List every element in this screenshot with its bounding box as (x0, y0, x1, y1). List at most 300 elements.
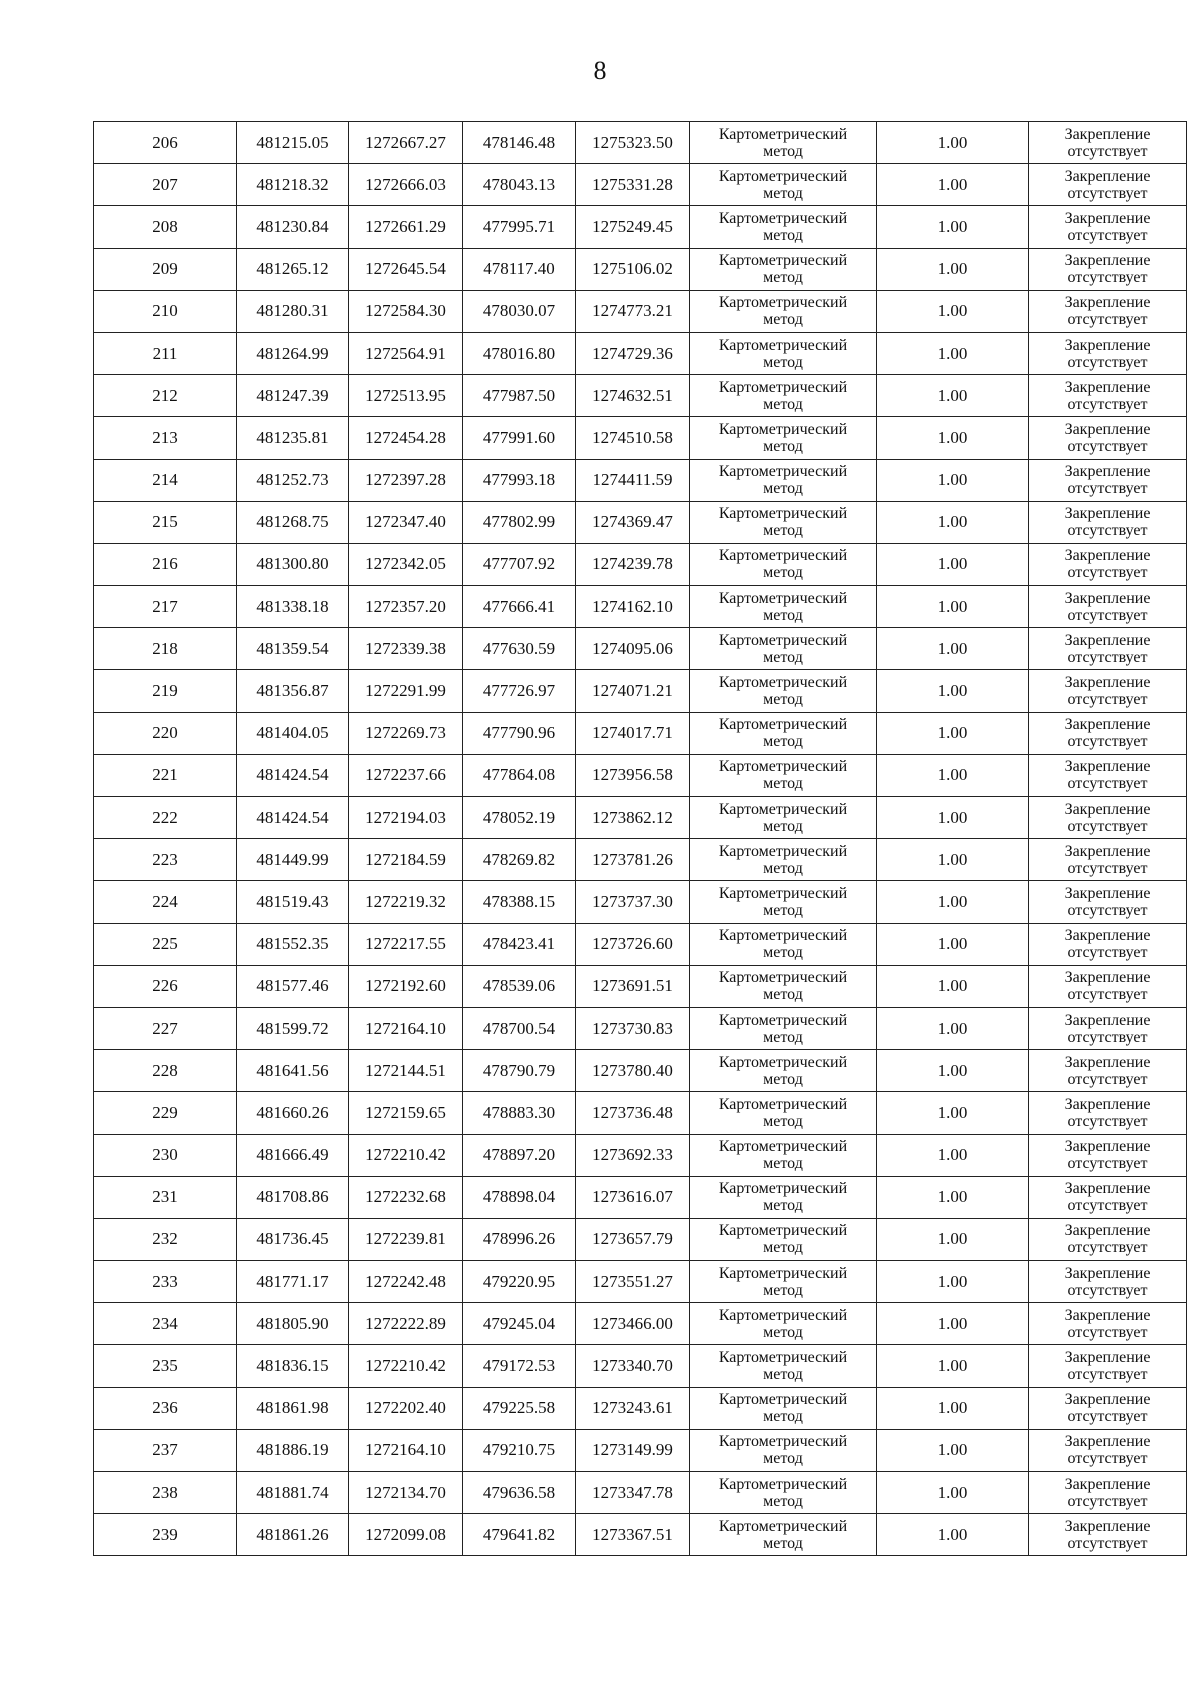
method-line1: Картометрический (718, 336, 848, 354)
fixing-line2: отсутствует (1067, 775, 1148, 793)
fixing-line2: отсутствует (1067, 564, 1148, 582)
x-old-cell: 481359.54 (237, 628, 349, 670)
table-row (94, 206, 1187, 248)
point-number-cell: 235 (94, 1345, 237, 1387)
x-new-cell: 478043.13 (463, 164, 576, 206)
method-line2: метод (763, 1450, 803, 1468)
fixing-cell (1029, 1007, 1187, 1049)
fixing-line2: отсутствует (1067, 142, 1148, 160)
x-old-cell: 481552.35 (237, 923, 349, 965)
fixing-cell (1029, 1303, 1187, 1345)
method-cell (690, 965, 877, 1007)
point-number-cell: 219 (94, 670, 237, 712)
table-row (94, 1345, 1187, 1387)
point-number-cell: 214 (94, 459, 237, 501)
table-row (94, 543, 1187, 585)
method-line2: метод (763, 1155, 803, 1173)
table-row (94, 881, 1187, 923)
y-old-cell: 1272454.28 (349, 417, 463, 459)
method-line1: Картометрический (718, 589, 848, 607)
accuracy-cell: 1.00 (877, 164, 1029, 206)
x-new-cell: 477864.08 (463, 754, 576, 796)
fixing-cell (1029, 417, 1187, 459)
accuracy-cell: 1.00 (877, 839, 1029, 881)
method-line2: метод (763, 817, 803, 835)
method-cell (690, 1134, 877, 1176)
accuracy-cell: 1.00 (877, 1429, 1029, 1471)
fixing-cell (1029, 1218, 1187, 1260)
y-old-cell: 1272397.28 (349, 459, 463, 501)
fixing-line1: Закрепление (1064, 884, 1151, 902)
fixing-line2: отсутствует (1067, 1070, 1148, 1088)
fixing-cell (1029, 164, 1187, 206)
accuracy-cell: 1.00 (877, 375, 1029, 417)
y-new-cell: 1273367.51 (576, 1514, 690, 1556)
method-cell (690, 881, 877, 923)
fixing-line1: Закрепление (1064, 1433, 1151, 1451)
table-row (94, 122, 1187, 164)
x-old-cell: 481519.43 (237, 881, 349, 923)
method-line2: метод (763, 522, 803, 540)
accuracy-cell: 1.00 (877, 1261, 1029, 1303)
y-old-cell: 1272222.89 (349, 1303, 463, 1345)
method-line2: метод (763, 1534, 803, 1552)
coordinates-table (93, 121, 1187, 1556)
fixing-line1: Закрепление (1064, 927, 1151, 945)
x-old-cell: 481218.32 (237, 164, 349, 206)
y-new-cell: 1274773.21 (576, 290, 690, 332)
y-new-cell: 1273730.83 (576, 1007, 690, 1049)
accuracy-cell: 1.00 (877, 1303, 1029, 1345)
table-row (94, 1387, 1187, 1429)
table-row (94, 1176, 1187, 1218)
method-cell (690, 248, 877, 290)
fixing-line1: Закрепление (1064, 1053, 1151, 1071)
method-line2: метод (763, 226, 803, 244)
x-old-cell: 481641.56 (237, 1050, 349, 1092)
y-old-cell: 1272645.54 (349, 248, 463, 290)
accuracy-cell: 1.00 (877, 332, 1029, 374)
method-cell (690, 1261, 877, 1303)
table-row (94, 965, 1187, 1007)
y-new-cell: 1273862.12 (576, 797, 690, 839)
method-cell (690, 1429, 877, 1471)
fixing-cell (1029, 543, 1187, 585)
table-row (94, 332, 1187, 374)
method-line2: метод (763, 311, 803, 329)
x-new-cell: 478996.26 (463, 1218, 576, 1260)
fixing-line1: Закрепление (1064, 294, 1151, 312)
fixing-line1: Закрепление (1064, 378, 1151, 396)
x-old-cell: 481577.46 (237, 965, 349, 1007)
method-line2: метод (763, 691, 803, 709)
fixing-line2: отсутствует (1067, 1197, 1148, 1215)
table-row (94, 839, 1187, 881)
method-cell (690, 923, 877, 965)
y-old-cell: 1272242.48 (349, 1261, 463, 1303)
x-new-cell: 478388.15 (463, 881, 576, 923)
fixing-cell (1029, 290, 1187, 332)
x-new-cell: 477666.41 (463, 586, 576, 628)
x-old-cell: 481247.39 (237, 375, 349, 417)
fixing-line2: отсутствует (1067, 986, 1148, 1004)
method-line2: метод (763, 1197, 803, 1215)
fixing-line2: отсутствует (1067, 691, 1148, 709)
accuracy-cell: 1.00 (877, 1387, 1029, 1429)
y-old-cell: 1272347.40 (349, 501, 463, 543)
x-old-cell: 481424.54 (237, 797, 349, 839)
x-new-cell: 478016.80 (463, 332, 576, 374)
table-row (94, 1261, 1187, 1303)
table-row (94, 1218, 1187, 1260)
accuracy-cell: 1.00 (877, 797, 1029, 839)
method-cell (690, 501, 877, 543)
point-number-cell: 221 (94, 754, 237, 796)
point-number-cell: 218 (94, 628, 237, 670)
accuracy-cell: 1.00 (877, 712, 1029, 754)
point-number-cell: 237 (94, 1429, 237, 1471)
fixing-line2: отсутствует (1067, 353, 1148, 371)
x-old-cell: 481404.05 (237, 712, 349, 754)
x-old-cell: 481660.26 (237, 1092, 349, 1134)
table-row (94, 375, 1187, 417)
fixing-line2: отсутствует (1067, 1323, 1148, 1341)
method-line2: метод (763, 564, 803, 582)
x-new-cell: 479220.95 (463, 1261, 576, 1303)
table-row (94, 797, 1187, 839)
y-new-cell: 1273616.07 (576, 1176, 690, 1218)
fixing-cell (1029, 881, 1187, 923)
x-new-cell: 478117.40 (463, 248, 576, 290)
fixing-cell (1029, 1050, 1187, 1092)
fixing-line2: отсутствует (1067, 733, 1148, 751)
fixing-line1: Закрепление (1064, 547, 1151, 565)
x-old-cell: 481886.19 (237, 1429, 349, 1471)
x-old-cell: 481235.81 (237, 417, 349, 459)
point-number-cell: 227 (94, 1007, 237, 1049)
y-old-cell: 1272134.70 (349, 1472, 463, 1514)
point-number-cell: 231 (94, 1176, 237, 1218)
point-number-cell: 238 (94, 1472, 237, 1514)
fixing-cell (1029, 206, 1187, 248)
method-line1: Картометрический (718, 1095, 848, 1113)
x-new-cell: 478269.82 (463, 839, 576, 881)
y-new-cell: 1273347.78 (576, 1472, 690, 1514)
method-line1: Картометрический (718, 209, 848, 227)
x-new-cell: 477802.99 (463, 501, 576, 543)
fixing-line2: отсутствует (1067, 1112, 1148, 1130)
method-line1: Картометрический (718, 1349, 848, 1367)
fixing-cell (1029, 375, 1187, 417)
table-row (94, 1303, 1187, 1345)
fixing-cell (1029, 1345, 1187, 1387)
y-new-cell: 1274162.10 (576, 586, 690, 628)
method-line1: Картометрический (718, 125, 848, 143)
method-line2: метод (763, 1323, 803, 1341)
method-line1: Картометрический (718, 252, 848, 270)
method-cell (690, 1050, 877, 1092)
accuracy-cell: 1.00 (877, 248, 1029, 290)
method-cell (690, 1472, 877, 1514)
accuracy-cell: 1.00 (877, 1176, 1029, 1218)
x-old-cell: 481881.74 (237, 1472, 349, 1514)
y-old-cell: 1272513.95 (349, 375, 463, 417)
fixing-line1: Закрепление (1064, 209, 1151, 227)
y-old-cell: 1272159.65 (349, 1092, 463, 1134)
method-line1: Картометрический (718, 1475, 848, 1493)
fixing-cell (1029, 797, 1187, 839)
y-new-cell: 1273726.60 (576, 923, 690, 965)
x-new-cell: 477995.71 (463, 206, 576, 248)
table-row (94, 1050, 1187, 1092)
y-new-cell: 1273340.70 (576, 1345, 690, 1387)
fixing-line1: Закрепление (1064, 1011, 1151, 1029)
fixing-cell (1029, 839, 1187, 881)
x-new-cell: 477987.50 (463, 375, 576, 417)
table-row (94, 1514, 1187, 1556)
accuracy-cell: 1.00 (877, 965, 1029, 1007)
fixing-cell (1029, 1472, 1187, 1514)
y-old-cell: 1272164.10 (349, 1429, 463, 1471)
y-new-cell: 1273243.61 (576, 1387, 690, 1429)
method-line1: Картометрический (718, 674, 848, 692)
method-cell (690, 122, 877, 164)
y-new-cell: 1274071.21 (576, 670, 690, 712)
accuracy-cell: 1.00 (877, 1514, 1029, 1556)
accuracy-cell: 1.00 (877, 1134, 1029, 1176)
x-new-cell: 479172.53 (463, 1345, 576, 1387)
method-line1: Картометрический (718, 1391, 848, 1409)
fixing-line2: отсутствует (1067, 1534, 1148, 1552)
fixing-line1: Закрепление (1064, 842, 1151, 860)
method-cell (690, 1387, 877, 1429)
accuracy-cell: 1.00 (877, 122, 1029, 164)
method-line2: метод (763, 606, 803, 624)
y-old-cell: 1272269.73 (349, 712, 463, 754)
table-row (94, 1472, 1187, 1514)
y-old-cell: 1272661.29 (349, 206, 463, 248)
y-new-cell: 1273780.40 (576, 1050, 690, 1092)
x-new-cell: 478030.07 (463, 290, 576, 332)
fixing-line1: Закрепление (1064, 1095, 1151, 1113)
table-row (94, 459, 1187, 501)
point-number-cell: 223 (94, 839, 237, 881)
method-line1: Картометрический (718, 1222, 848, 1240)
method-cell (690, 417, 877, 459)
method-line1: Картометрический (718, 378, 848, 396)
y-old-cell: 1272291.99 (349, 670, 463, 712)
method-line2: метод (763, 944, 803, 962)
point-number-cell: 226 (94, 965, 237, 1007)
y-new-cell: 1274239.78 (576, 543, 690, 585)
x-old-cell: 481861.26 (237, 1514, 349, 1556)
accuracy-cell: 1.00 (877, 1218, 1029, 1260)
method-cell (690, 839, 877, 881)
fixing-line1: Закрепление (1064, 463, 1151, 481)
table-row (94, 586, 1187, 628)
y-new-cell: 1273149.99 (576, 1429, 690, 1471)
x-new-cell: 478700.54 (463, 1007, 576, 1049)
method-line1: Картометрический (718, 1264, 848, 1282)
y-old-cell: 1272219.32 (349, 881, 463, 923)
fixing-cell (1029, 1176, 1187, 1218)
table-row (94, 754, 1187, 796)
y-old-cell: 1272194.03 (349, 797, 463, 839)
fixing-line2: отсутствует (1067, 901, 1148, 919)
x-new-cell: 478052.19 (463, 797, 576, 839)
method-line1: Картометрический (718, 167, 848, 185)
table-row (94, 670, 1187, 712)
x-old-cell: 481300.80 (237, 543, 349, 585)
y-old-cell: 1272144.51 (349, 1050, 463, 1092)
page-number: 8 (593, 56, 607, 85)
coordinates-table-body (94, 122, 1187, 1556)
accuracy-cell: 1.00 (877, 881, 1029, 923)
accuracy-cell: 1.00 (877, 923, 1029, 965)
x-new-cell: 479636.58 (463, 1472, 576, 1514)
method-cell (690, 1514, 877, 1556)
method-cell (690, 332, 877, 374)
method-line1: Картометрический (718, 1053, 848, 1071)
x-old-cell: 481805.90 (237, 1303, 349, 1345)
fixing-line2: отсутствует (1067, 395, 1148, 413)
x-old-cell: 481861.98 (237, 1387, 349, 1429)
fixing-cell (1029, 1261, 1187, 1303)
x-old-cell: 481599.72 (237, 1007, 349, 1049)
y-old-cell: 1272342.05 (349, 543, 463, 585)
method-line2: метод (763, 437, 803, 455)
method-line1: Картометрический (718, 631, 848, 649)
fixing-cell (1029, 754, 1187, 796)
method-line1: Картометрический (718, 1011, 848, 1029)
fixing-line2: отсутствует (1067, 1155, 1148, 1173)
method-line2: метод (763, 1366, 803, 1384)
method-line2: метод (763, 648, 803, 666)
method-line1: Картометрический (718, 842, 848, 860)
method-line1: Картометрический (718, 294, 848, 312)
table-row (94, 1134, 1187, 1176)
y-new-cell: 1273737.30 (576, 881, 690, 923)
method-line1: Картометрический (718, 716, 848, 734)
fixing-line1: Закрепление (1064, 1475, 1151, 1493)
point-number-cell: 215 (94, 501, 237, 543)
fixing-line1: Закрепление (1064, 125, 1151, 143)
y-new-cell: 1273956.58 (576, 754, 690, 796)
fixing-cell (1029, 501, 1187, 543)
fixing-line2: отсутствует (1067, 311, 1148, 329)
accuracy-cell: 1.00 (877, 1007, 1029, 1049)
method-cell (690, 1007, 877, 1049)
table-row (94, 628, 1187, 670)
accuracy-cell: 1.00 (877, 501, 1029, 543)
x-new-cell: 479641.82 (463, 1514, 576, 1556)
y-new-cell: 1274369.47 (576, 501, 690, 543)
y-new-cell: 1275249.45 (576, 206, 690, 248)
method-line2: метод (763, 395, 803, 413)
x-new-cell: 479245.04 (463, 1303, 576, 1345)
method-line2: метод (763, 1112, 803, 1130)
fixing-line2: отсутствует (1067, 184, 1148, 202)
fixing-line2: отсутствует (1067, 1239, 1148, 1257)
point-number-cell: 233 (94, 1261, 237, 1303)
method-line2: метод (763, 142, 803, 160)
x-old-cell: 481708.86 (237, 1176, 349, 1218)
fixing-cell (1029, 965, 1187, 1007)
accuracy-cell: 1.00 (877, 417, 1029, 459)
point-number-cell: 209 (94, 248, 237, 290)
fixing-line2: отсутствует (1067, 1028, 1148, 1046)
x-old-cell: 481265.12 (237, 248, 349, 290)
method-line1: Картометрический (718, 1433, 848, 1451)
y-old-cell: 1272164.10 (349, 1007, 463, 1049)
x-new-cell: 477630.59 (463, 628, 576, 670)
fixing-line1: Закрепление (1064, 716, 1151, 734)
x-new-cell: 477707.92 (463, 543, 576, 585)
method-line2: метод (763, 269, 803, 287)
x-new-cell: 477993.18 (463, 459, 576, 501)
x-old-cell: 481215.05 (237, 122, 349, 164)
y-new-cell: 1273657.79 (576, 1218, 690, 1260)
accuracy-cell: 1.00 (877, 543, 1029, 585)
table-row (94, 1092, 1187, 1134)
method-cell (690, 1218, 877, 1260)
fixing-line2: отсутствует (1067, 944, 1148, 962)
x-new-cell: 478146.48 (463, 122, 576, 164)
fixing-cell (1029, 1387, 1187, 1429)
method-line2: метод (763, 1239, 803, 1257)
method-cell (690, 754, 877, 796)
y-old-cell: 1272099.08 (349, 1514, 463, 1556)
x-old-cell: 481449.99 (237, 839, 349, 881)
y-old-cell: 1272357.20 (349, 586, 463, 628)
point-number-cell: 224 (94, 881, 237, 923)
point-number-cell: 236 (94, 1387, 237, 1429)
fixing-line1: Закрепление (1064, 631, 1151, 649)
table-row (94, 417, 1187, 459)
method-cell (690, 628, 877, 670)
method-line1: Картометрический (718, 927, 848, 945)
y-new-cell: 1273466.00 (576, 1303, 690, 1345)
method-cell (690, 543, 877, 585)
y-new-cell: 1274632.51 (576, 375, 690, 417)
fixing-cell (1029, 1134, 1187, 1176)
fixing-cell (1029, 586, 1187, 628)
x-old-cell: 481736.45 (237, 1218, 349, 1260)
point-number-cell: 225 (94, 923, 237, 965)
accuracy-cell: 1.00 (877, 1472, 1029, 1514)
y-old-cell: 1272237.66 (349, 754, 463, 796)
fixing-line1: Закрепление (1064, 1138, 1151, 1156)
method-line2: метод (763, 859, 803, 877)
fixing-line2: отсутствует (1067, 269, 1148, 287)
point-number-cell: 212 (94, 375, 237, 417)
fixing-line2: отсутствует (1067, 606, 1148, 624)
fixing-line2: отсутствует (1067, 1281, 1148, 1299)
fixing-line2: отсутствует (1067, 1408, 1148, 1426)
fixing-line1: Закрепление (1064, 1222, 1151, 1240)
method-line2: метод (763, 775, 803, 793)
fixing-cell (1029, 1092, 1187, 1134)
x-old-cell: 481666.49 (237, 1134, 349, 1176)
fixing-line1: Закрепление (1064, 252, 1151, 270)
point-number-cell: 207 (94, 164, 237, 206)
point-number-cell: 228 (94, 1050, 237, 1092)
accuracy-cell: 1.00 (877, 459, 1029, 501)
accuracy-cell: 1.00 (877, 586, 1029, 628)
fixing-line2: отсутствует (1067, 817, 1148, 835)
y-new-cell: 1274729.36 (576, 332, 690, 374)
fixing-line1: Закрепление (1064, 505, 1151, 523)
